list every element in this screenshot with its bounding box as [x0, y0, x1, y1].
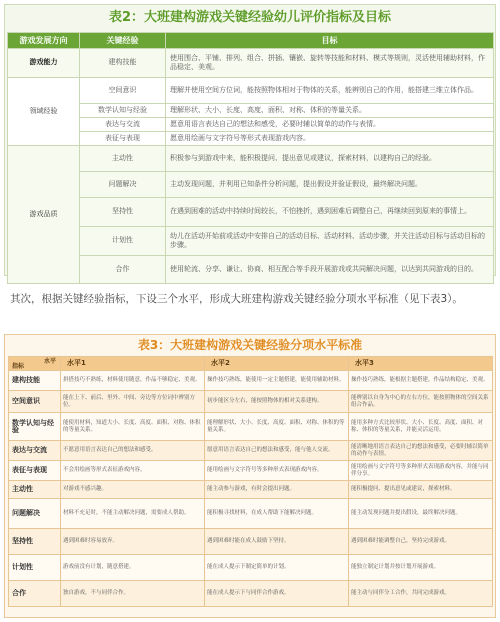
table-row	[9, 529, 493, 555]
table2-header-exp: 关键经验	[80, 33, 166, 49]
level3-cell: 能辨别以自身为中心的左右方位，能按照物体的空间关系组合作品。	[349, 391, 493, 413]
exp-cell: 问题解决	[80, 172, 166, 198]
indicator-cell: 数学认知与经验	[9, 413, 61, 441]
level1-cell: 对游戏不感兴趣。	[61, 481, 205, 499]
table3-panel	[4, 334, 496, 618]
area-cell: 游戏品质	[8, 146, 80, 284]
goal-cell: 愿意用绘画与文字符号等形式表现游戏内容。	[166, 132, 494, 146]
table-row	[9, 581, 493, 607]
table-row	[9, 499, 493, 529]
level1-cell: 材料不充足时，不能主动解决问题，需要成人帮助。	[61, 499, 205, 529]
table-row	[8, 172, 494, 198]
level1-cell: 拼搭技巧不熟练，材料使用随意，作品不够稳定、美观。	[61, 371, 205, 391]
exp-cell: 建构技能	[80, 49, 166, 78]
table-row	[8, 132, 494, 146]
level2-cell: 能理解形状、大小、长度、高度、面积、对称、体积的等量关系。	[205, 413, 349, 441]
level3-cell: 能用多种方式比较形状、大小、长度、高度、面积、对称、体积的等量关系，并能灵活运用。	[349, 413, 493, 441]
table-row	[8, 104, 494, 118]
indicator-cell: 表达与交流	[9, 441, 61, 461]
goal-cell: 积极参与到游戏中来，能积极提问、提出意见或建议，探索材料，以建构自己的经验。	[166, 146, 494, 172]
goal-cell: 理解形状、大小、长度、高度、面积、对称、体积的等量关系。	[166, 104, 494, 118]
indicator-cell: 空间意识	[9, 391, 61, 413]
level2-cell: 能在成人提示下制定简单的计划。	[205, 555, 349, 581]
exp-cell: 计划性	[80, 227, 166, 256]
level1-cell: 游戏前没有计划，随意搭建。	[61, 555, 205, 581]
area-cell: 游戏能力	[8, 49, 80, 78]
goal-cell: 使用围合、平铺、排列、组合、拼插、镶嵌、旋转等技能和材料、模式等规则，灵活使用辅助材料，作品稳定、美观。	[166, 49, 494, 78]
level2-cell: 遇到困难时能在成人鼓励下坚持。	[205, 529, 349, 555]
level1-cell: 遇到困难时容易放弃。	[61, 529, 205, 555]
table-row	[9, 413, 493, 441]
level1-cell: 能在上下、前后、里外、中间、旁边等方位词中辨别方位。	[61, 391, 205, 413]
indicator-cell: 主动性	[9, 481, 61, 499]
exp-cell: 数学认知与经验	[80, 104, 166, 118]
goal-cell: 幼儿在活动开始前或活动中安排自己的活动目标、活动材料、活动步骤，并关注活动目标与活动目标的步骤。	[166, 227, 494, 256]
table-row	[9, 371, 493, 391]
body-paragraph: 其次，根据关键经验指标，下设三个水平，形成大班建构游戏关键经验分项水平标准（见下表3）。	[10, 293, 463, 305]
indicator-cell: 坚持性	[9, 529, 61, 555]
level1-cell: 能使用材料，知道大小、长度、高度、面积、对称、体积的等量关系。	[61, 413, 205, 441]
level3-cell: 操作技巧熟练，能根据主题搭建，作品结构稳定、美观。	[349, 371, 493, 391]
level2-cell: 初步能区分左右，能按照物体的相对关系建构。	[205, 391, 349, 413]
table-row	[8, 118, 494, 132]
level2-cell: 操作技巧熟练，能使用一定主题搭建，能使用辅助材料。	[205, 371, 349, 391]
exp-cell: 表达与交流	[80, 118, 166, 132]
corner-header	[9, 357, 61, 371]
table-row	[9, 461, 493, 481]
level3-cell: 能独立制定计划并按计划开展游戏。	[349, 555, 493, 581]
goal-cell: 主动发现问题，并利用已知条件分析问题，提出假设并验证假设，最终解决问题。	[166, 172, 494, 198]
table2-panel	[4, 4, 496, 276]
exp-cell: 合作	[80, 256, 166, 284]
table-row	[9, 555, 493, 581]
table3	[8, 356, 493, 607]
level3-cell: 能主动发现问题并提出假设，最终解决问题。	[349, 499, 493, 529]
level3-cell: 能积极提问、提出意见或建议，探索材料。	[349, 481, 493, 499]
table3-title: 表3：大班建构游戏关键经验分项水平标准	[137, 338, 363, 352]
corner-top-label: 水平	[43, 358, 56, 365]
exp-cell: 坚持性	[80, 198, 166, 227]
table-row	[9, 481, 493, 499]
level3-cell: 能主动与同伴分工合作，共同完成游戏。	[349, 581, 493, 607]
indicator-cell: 表征与表现	[9, 461, 61, 481]
level-header-3: 水平3	[349, 357, 493, 371]
table-row	[8, 49, 494, 78]
level3-cell: 遇到困难时能调整自己，坚持完成游戏。	[349, 529, 493, 555]
indicator-cell: 问题解决	[9, 499, 61, 529]
table-row	[9, 441, 493, 461]
goal-cell: 在遇到困难的活动中持续时间较长，不怕挫折，遇到困难后调整自己，再继续回到原来的事情上。	[166, 198, 494, 227]
table-row	[8, 256, 494, 284]
exp-cell: 表征与表现	[80, 132, 166, 146]
table-row	[8, 78, 494, 104]
table-row	[8, 227, 494, 256]
table2	[7, 32, 494, 284]
table2-title: 表2：大班建构游戏关键经验幼儿评价指标及目标	[108, 10, 392, 25]
level1-cell: 独自游戏，不与同伴合作。	[61, 581, 205, 607]
exp-cell: 空间意识	[80, 78, 166, 104]
table2-header-area: 游戏发展方向	[8, 33, 80, 49]
table2-header-goal: 目标	[166, 33, 494, 49]
level1-cell: 不愿意用语言表达自己的想法和感受。	[61, 441, 205, 461]
level3-cell: 能清晰地用语言表达自己的想法和感受，必要时辅以简单的动作与表情。	[349, 441, 493, 461]
level-header-1: 水平1	[61, 357, 205, 371]
level-header-2: 水平2	[205, 357, 349, 371]
level2-cell: 能主动参与游戏，有时会提出问题。	[205, 481, 349, 499]
level2-cell: 能在成人提示下与同伴合作游戏。	[205, 581, 349, 607]
indicator-cell: 计划性	[9, 555, 61, 581]
table-row	[8, 198, 494, 227]
area-cell: 领域经验	[8, 78, 80, 146]
level3-cell: 能用绘画与文字符号等多种形式表现游戏内容，并能与同伴分享。	[349, 461, 493, 481]
indicator-cell: 建构技能	[9, 371, 61, 391]
table-row	[9, 391, 493, 413]
level2-cell: 能用绘画与文字符号等多种形式表现游戏内容。	[205, 461, 349, 481]
level2-cell: 愿意用语言表达自己的想法和感受，能与他人交流。	[205, 441, 349, 461]
level1-cell: 不会用绘画等形式表征游戏内容。	[61, 461, 205, 481]
corner-bottom-label: 指标	[12, 363, 25, 370]
goal-cell: 愿意用语言表达自己的想法和感受，必要时辅以简单的动作与表情。	[166, 118, 494, 132]
level2-cell: 能积极寻找材料，在成人帮助下能解决问题。	[205, 499, 349, 529]
exp-cell: 主动性	[80, 146, 166, 172]
indicator-cell: 合作	[9, 581, 61, 607]
goal-cell: 使用轮流、分享、谦让、协商、相互配合等手段开展游戏或共同解决问题，以达到共同游戏的目的。	[166, 256, 494, 284]
goal-cell: 理解并使用空间方位词，能按照物体相对于物体的关系，能辨别自己的作用，能搭建三维立体作品。	[166, 78, 494, 104]
table-row	[8, 146, 494, 172]
